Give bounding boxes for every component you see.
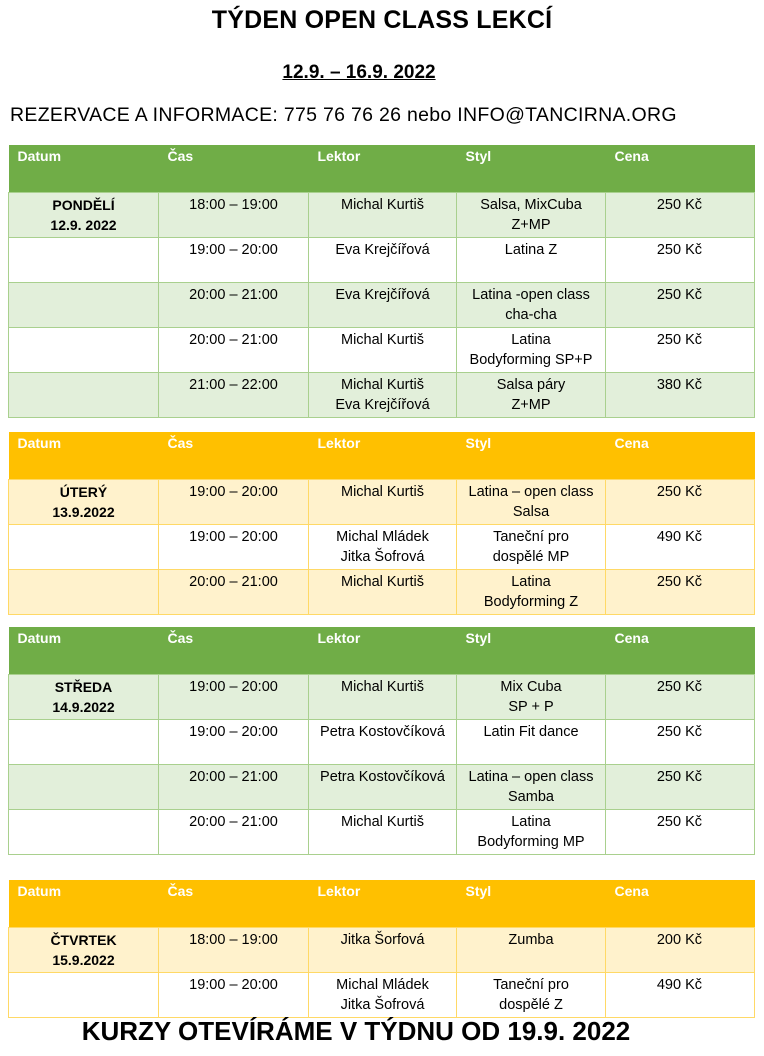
day-date: 14.9.2022 (52, 699, 115, 715)
table-row (9, 570, 755, 615)
day-cell (9, 283, 159, 328)
day-cell (9, 720, 159, 765)
table-row (9, 928, 755, 973)
lektor-name: Michal Kurtiš (341, 197, 424, 213)
styl-cell (457, 675, 606, 720)
styl-cell (457, 283, 606, 328)
table-row (9, 810, 755, 855)
column-header: Styl (457, 432, 606, 480)
table-row (9, 373, 755, 418)
price-cell: 250 Kč (606, 480, 755, 525)
lektor-name: Eva Krejčířová (335, 242, 430, 258)
time-cell: 19:00 – 20:00 (159, 675, 309, 720)
styl-line: Latin Fit dance (483, 724, 579, 740)
styl-line: Latina Z (504, 242, 558, 258)
time-cell: 19:00 – 20:00 (159, 238, 309, 283)
lektor-cell (309, 675, 457, 720)
styl-line: Samba (508, 789, 554, 805)
time-cell: 19:00 – 20:00 (159, 720, 309, 765)
lektor-cell (309, 373, 457, 418)
time-cell: 20:00 – 21:00 (159, 328, 309, 373)
lektor-cell (309, 765, 457, 810)
day-cell (9, 928, 159, 973)
lektor-name: Michal Kurtiš (341, 574, 424, 590)
column-header: Styl (457, 627, 606, 675)
styl-cell (457, 928, 606, 973)
column-header: Cena (606, 145, 755, 193)
lektor-name: Michal Kurtiš (341, 377, 424, 393)
table-row (9, 328, 755, 373)
price-cell: 490 Kč (606, 973, 755, 1018)
lektor-name: Eva Krejčířová (335, 287, 430, 303)
day-cell (9, 480, 159, 525)
column-header: Lektor (309, 145, 457, 193)
lektor-name: Petra Kostovčíková (320, 724, 445, 740)
price-cell: 250 Kč (606, 283, 755, 328)
table-row (9, 765, 755, 810)
day-date: 12.9. 2022 (50, 217, 117, 233)
lektor-name: Eva Krejčířová (335, 397, 430, 413)
styl-line: Z+MP (511, 217, 551, 233)
lektor-name: Jitka Šorfová (340, 932, 425, 948)
page-title: TÝDEN OPEN CLASS LEKCÍ (211, 6, 553, 34)
time-cell: 20:00 – 21:00 (159, 765, 309, 810)
table-row (9, 525, 755, 570)
styl-line: Taneční pro (493, 529, 569, 545)
day-cell (9, 373, 159, 418)
day-cell (9, 238, 159, 283)
lektor-cell (309, 928, 457, 973)
styl-line: Latina – open class (468, 769, 594, 785)
column-header: Styl (457, 145, 606, 193)
styl-cell (457, 810, 606, 855)
table-header-row (9, 627, 755, 675)
price-cell: 250 Kč (606, 675, 755, 720)
time-cell: 21:00 – 22:00 (159, 373, 309, 418)
styl-line: Mix Cuba (500, 679, 562, 695)
styl-line: Bodyforming SP+P (469, 352, 593, 368)
lektor-cell (309, 193, 457, 238)
styl-line: Bodyforming MP (477, 834, 585, 850)
lektor-cell (309, 238, 457, 283)
styl-cell (457, 193, 606, 238)
time-cell: 19:00 – 20:00 (159, 480, 309, 525)
column-header: Datum (9, 145, 159, 193)
table-row (9, 480, 755, 525)
table-header-row (9, 432, 755, 480)
time-cell: 19:00 – 20:00 (159, 973, 309, 1018)
styl-line: dospělé MP (492, 549, 570, 565)
time-cell: 20:00 – 21:00 (159, 570, 309, 615)
table-row (9, 193, 755, 238)
column-header: Lektor (309, 627, 457, 675)
styl-line: Latina (511, 574, 551, 590)
price-cell: 250 Kč (606, 570, 755, 615)
day-name: ÚTERÝ (59, 484, 108, 500)
price-cell: 250 Kč (606, 328, 755, 373)
table-row (9, 675, 755, 720)
styl-cell (457, 373, 606, 418)
column-header: Datum (9, 432, 159, 480)
day-cell (9, 765, 159, 810)
time-cell: 18:00 – 19:00 (159, 928, 309, 973)
styl-line: Salsa páry (496, 377, 566, 393)
table-row (9, 973, 755, 1018)
styl-cell (457, 328, 606, 373)
column-header: Čas (159, 880, 309, 928)
day-date: 13.9.2022 (52, 504, 115, 520)
column-header: Čas (159, 145, 309, 193)
styl-line: Bodyforming Z (483, 594, 579, 610)
day-table (8, 145, 755, 418)
time-cell: 20:00 – 21:00 (159, 810, 309, 855)
lektor-name: Michal Kurtiš (341, 814, 424, 830)
styl-cell (457, 973, 606, 1018)
table-row (9, 283, 755, 328)
lektor-name: Jitka Šofrová (340, 549, 425, 565)
table-header-row (9, 145, 755, 193)
day-table (8, 627, 755, 855)
column-header: Cena (606, 880, 755, 928)
day-name: STŘEDA (54, 679, 113, 695)
styl-line: Latina -open class (472, 287, 590, 303)
lektor-name: Michal Mládek (336, 977, 429, 993)
styl-line: Zumba (508, 932, 554, 948)
price-cell: 250 Kč (606, 193, 755, 238)
day-date: 15.9.2022 (52, 952, 115, 968)
styl-line: dospělé Z (499, 997, 563, 1013)
lektor-cell (309, 283, 457, 328)
lektor-cell (309, 525, 457, 570)
styl-line: Z+MP (511, 397, 551, 413)
styl-line: cha-cha (505, 307, 557, 323)
day-table (8, 880, 755, 1018)
lektor-name: Michal Kurtiš (341, 679, 424, 695)
day-table (8, 432, 755, 615)
price-cell: 200 Kč (606, 928, 755, 973)
time-cell: 19:00 – 20:00 (159, 525, 309, 570)
time-cell: 18:00 – 19:00 (159, 193, 309, 238)
day-cell (9, 570, 159, 615)
day-cell (9, 193, 159, 238)
table-row (9, 238, 755, 283)
styl-line: Taneční pro (493, 977, 569, 993)
footer-notice: KURZY OTEVÍRÁME V TÝDNU OD 19.9. 2022 (81, 1016, 631, 1046)
styl-line: Latina (511, 332, 551, 348)
column-header: Datum (9, 880, 159, 928)
price-cell: 250 Kč (606, 238, 755, 283)
styl-cell (457, 570, 606, 615)
price-cell: 250 Kč (606, 765, 755, 810)
day-cell (9, 810, 159, 855)
lektor-cell (309, 720, 457, 765)
column-header: Datum (9, 627, 159, 675)
column-header: Čas (159, 432, 309, 480)
column-header: Čas (159, 627, 309, 675)
price-cell: 490 Kč (606, 525, 755, 570)
time-cell: 20:00 – 21:00 (159, 283, 309, 328)
column-header: Lektor (309, 432, 457, 480)
table-row (9, 720, 755, 765)
lektor-cell (309, 570, 457, 615)
styl-cell (457, 720, 606, 765)
styl-line: Latina (511, 814, 551, 830)
price-cell: 380 Kč (606, 373, 755, 418)
styl-cell (457, 525, 606, 570)
price-cell: 250 Kč (606, 720, 755, 765)
day-cell (9, 973, 159, 1018)
lektor-cell (309, 480, 457, 525)
lektor-cell (309, 328, 457, 373)
lektor-name: Michal Kurtiš (341, 332, 424, 348)
styl-cell (457, 765, 606, 810)
column-header: Lektor (309, 880, 457, 928)
table-header-row (9, 880, 755, 928)
column-header: Cena (606, 432, 755, 480)
column-header: Cena (606, 627, 755, 675)
day-cell (9, 328, 159, 373)
styl-line: Salsa, MixCuba (480, 197, 582, 213)
styl-cell (457, 238, 606, 283)
lektor-name: Petra Kostovčíková (320, 769, 445, 785)
styl-line: Latina – open class (468, 484, 594, 500)
day-cell (9, 675, 159, 720)
day-name: ČTVRTEK (50, 932, 117, 948)
lektor-name: Michal Kurtiš (341, 484, 424, 500)
day-cell (9, 525, 159, 570)
lektor-name: Michal Mládek (336, 529, 429, 545)
styl-line: Salsa (512, 504, 550, 520)
styl-line: SP + P (508, 699, 554, 715)
lektor-name: Jitka Šofrová (340, 997, 425, 1013)
contact-info: REZERVACE A INFORMACE: 775 76 76 26 nebo INFO@TANCIRNA.ORG (10, 104, 677, 126)
lektor-cell (309, 973, 457, 1018)
price-cell: 250 Kč (606, 810, 755, 855)
column-header: Styl (457, 880, 606, 928)
styl-cell (457, 480, 606, 525)
date-range: 12.9. – 16.9. 2022 (282, 62, 436, 83)
day-name: PONDĚLÍ (52, 197, 115, 213)
lektor-cell (309, 810, 457, 855)
